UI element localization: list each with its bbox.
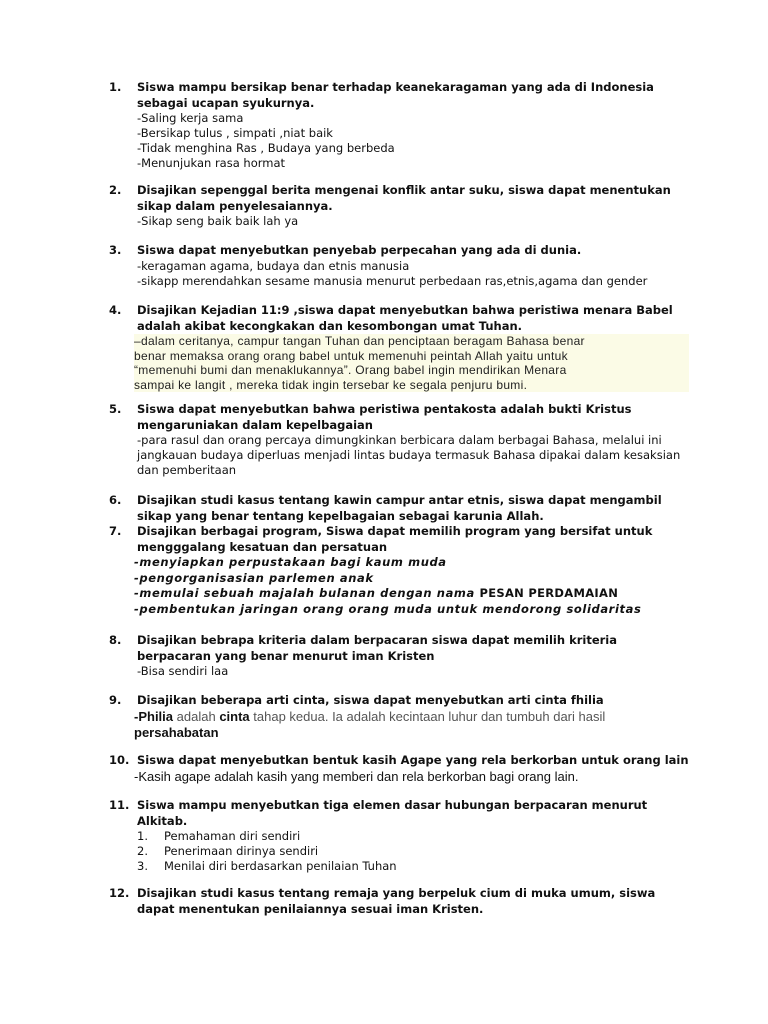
item-number: 6. — [109, 493, 122, 507]
question-text: Disajikan Kejadian 11:9 ,siswa dapat menyebutkan bahwa peristiwa menara Babel adalah akibat kecongkakan dan kesombongan umat Tuhan. — [137, 303, 673, 333]
sub-list-item — [137, 859, 689, 874]
sub-text: Penerimaan dirinya sendiri — [164, 844, 319, 858]
answer-line: -Bersikap tulus , simpati ,niat baik — [137, 126, 333, 140]
answer-line: -Tidak menghina Ras , Budaya yang berbeda — [137, 141, 395, 155]
item-number: 9. — [109, 693, 122, 707]
item-number: 10. — [109, 753, 130, 767]
item-number: 4. — [109, 303, 122, 317]
answer-line: –dalam ceritanya, campur tangan Tuhan dan penciptaan beragam Bahasa benar — [134, 334, 689, 349]
answer-line — [134, 586, 689, 602]
list-item-9 — [109, 693, 689, 741]
item-number: 8. — [109, 633, 122, 647]
question-text: Disajikan bebrapa kriteria dalam berpacaran siswa dapat memilih kriteria berpacaran yang benar menurut iman Kristen — [137, 633, 617, 663]
answer-keyword: cinta — [219, 708, 250, 724]
question-text: Disajikan beberapa arti cinta, siswa dapat menyebutkan arti cinta fhilia — [137, 693, 604, 707]
item-number: 2. — [109, 183, 122, 197]
question-text: Disajikan studi kasus tentang kawin campur antar etnis, siswa dapat mengambil sikap yang benar tentang kepelbagaian sebagai karunia Allah. — [137, 493, 662, 523]
answer-line: -Sikap seng baik baik lah ya — [137, 214, 299, 228]
item-number: 11. — [109, 798, 130, 812]
answer-keyword: persahabatan — [134, 724, 219, 740]
answer-line: -pengorganisasian parlemen anak — [134, 570, 374, 585]
answer-line: -sikapp merendahkan sesame manusia menurut perbedaan ras,etnis,agama dan gender — [137, 273, 648, 288]
item-number: 7. — [109, 524, 122, 538]
answer-text: adalah — [176, 708, 216, 724]
answer-emphasis: PESAN PERDAMAIAN — [479, 586, 619, 600]
item-number: 5. — [109, 402, 122, 416]
answer-line: -Saling kerja sama — [137, 111, 244, 125]
answer-line: -Kasih agape adalah kasih yang memberi dan rela berkorban bagi orang lain. — [134, 768, 579, 784]
answer-paragraph: -para rasul dan orang percaya dimungkinkan berbicara dalam berbagai Bahasa, melalui ini jangkauan budaya diperluas menjadi lintas budaya termasuk Bahasa dipakai dalam kesaksian dan pemberitaan — [137, 433, 681, 477]
item-number: 12. — [109, 886, 130, 900]
answer-keyword: -Philia — [134, 708, 174, 724]
list-item-4 — [109, 303, 689, 392]
list-item-11 — [109, 798, 689, 874]
list-item-1 — [109, 80, 689, 171]
answer-line: benar memaksa orang orang babel untuk memenuhi peintah Allah yaitu untuk — [134, 349, 689, 364]
sub-number: 3. — [137, 859, 148, 873]
answer-line: sampai ke langit , mereka tidak ingin tersebar ke segala penjuru bumi. — [134, 378, 689, 393]
sub-number: 2. — [137, 844, 148, 858]
sub-number: 1. — [137, 829, 148, 843]
list-item-5 — [109, 402, 689, 478]
list-item-10 — [109, 753, 689, 785]
answer-text: -memulai sebuah majalah bulanan dengan nama — [134, 586, 475, 600]
list-item-12 — [109, 886, 689, 917]
answer-text: tahap kedua. Ia adalah kecintaan luhur dan tumbuh dari hasil — [253, 708, 606, 724]
item-number: 1. — [109, 80, 122, 94]
list-item-2 — [109, 183, 689, 229]
list-item-7 — [109, 524, 689, 617]
sub-list-item — [137, 829, 689, 844]
answer-line: “memenuhi bumi dan menaklukannya”. Orang babel ingin mendirikan Menara — [134, 363, 689, 378]
answer-line: -pembentukan jaringan orang orang muda untuk mendorong solidaritas — [134, 601, 642, 616]
answer-line: -Menunjukan rasa hormat — [137, 156, 286, 170]
answer-line: -keragaman agama, budaya dan etnis manusia — [137, 258, 410, 273]
answer-line — [134, 709, 689, 725]
item-number: 3. — [109, 243, 122, 257]
answer-line: -menyiapkan perpustakaan bagi kaum muda — [134, 555, 447, 569]
question-text: Disajikan berbagai program, Siswa dapat memilih program yang bersifat untuk mengggalang kesatuan dan persatuan — [137, 524, 653, 554]
list-item-3 — [109, 243, 689, 289]
question-text: Siswa dapat menyebutkan bentuk kasih Agape yang rela berkorban untuk orang lain — [137, 753, 689, 767]
question-text: Siswa dapat menyebutkan bahwa peristiwa pentakosta adalah bukti Kristus mengaruniakan dalam kepelbagaian — [137, 402, 632, 432]
sub-text: Pemahaman diri sendiri — [164, 829, 301, 843]
sub-text: Menilai diri berdasarkan penilaian Tuhan — [164, 859, 397, 873]
question-text: Siswa mampu menyebutkan tiga elemen dasar hubungan berpacaran menurut Alkitab. — [137, 798, 648, 828]
list-item-8 — [109, 633, 689, 679]
answer-line — [134, 725, 689, 741]
question-text: Siswa dapat menyebutkan penyebab perpecahan yang ada di dunia. — [137, 243, 582, 257]
question-text: Disajikan studi kasus tentang remaja yang berpeluk cium di muka umum, siswa dapat menentukan penilaiannya sesuai iman Kristen. — [137, 886, 656, 916]
list-item-6 — [109, 493, 689, 524]
sub-list-item — [137, 844, 689, 859]
question-text: Disajikan sepenggal berita mengenai konflik antar suku, siswa dapat menentukan sikap dalam penyelesaiannya. — [137, 183, 671, 213]
answer-line: -Bisa sendiri laa — [137, 664, 229, 678]
question-text: Siswa mampu bersikap benar terhadap keanekaragaman yang ada di Indonesia sebagai ucapan syukurnya. — [137, 80, 654, 110]
